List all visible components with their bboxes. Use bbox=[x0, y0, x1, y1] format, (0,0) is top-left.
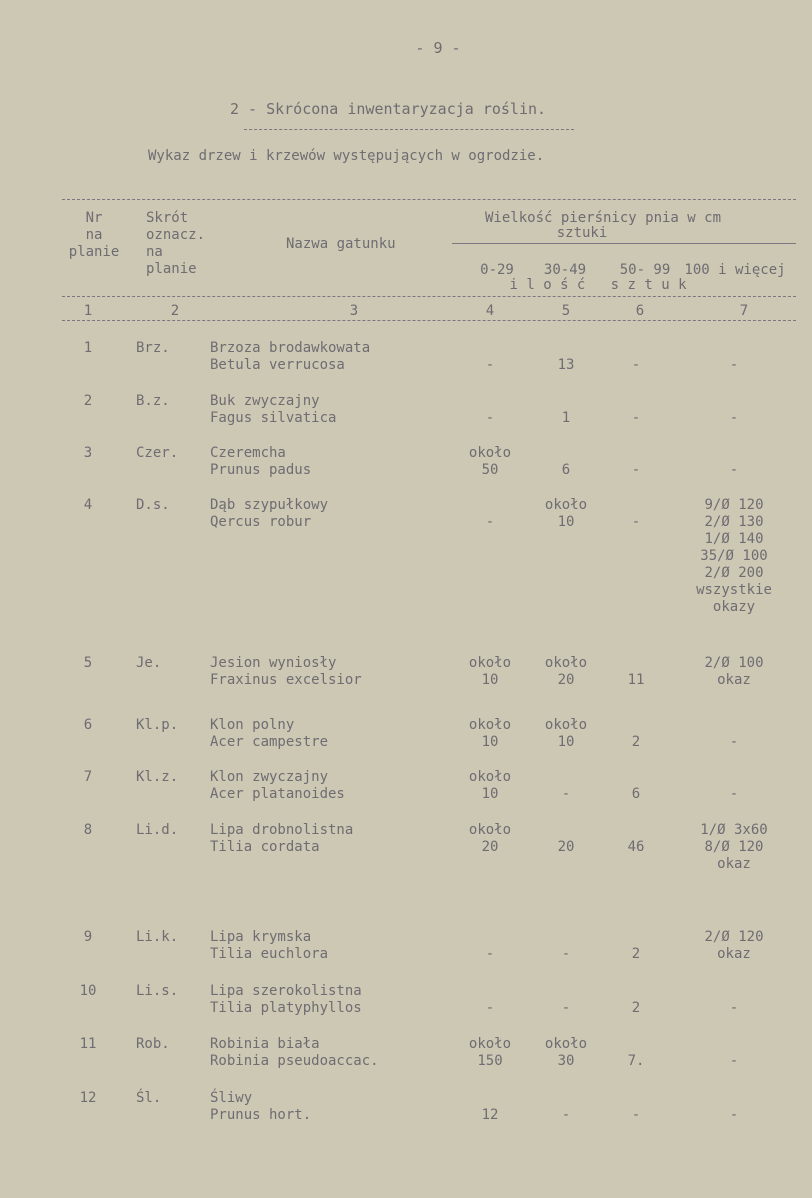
cell-skrot: Kl.p. bbox=[136, 717, 179, 733]
cell-name-lat: Prunus hort. bbox=[210, 1107, 312, 1123]
cell-range-50-99: - bbox=[631, 462, 641, 478]
cell-range-50-99: 46 bbox=[627, 839, 645, 855]
cell-range-0-29: 12 bbox=[481, 1107, 499, 1123]
cell-range-50-99: 7. bbox=[627, 1053, 645, 1069]
cell-name-pl: Dąb szypułkowy bbox=[210, 497, 329, 513]
cell-name-lat: Tilia platyphyllos bbox=[210, 1000, 362, 1016]
cell-skrot: Li.d. bbox=[136, 822, 179, 838]
cell-name-lat: Betula verrucosa bbox=[210, 357, 345, 373]
cell-skrot: B.z. bbox=[136, 393, 170, 409]
cell-range-30-49: 13 bbox=[557, 357, 575, 373]
col-number: 4 bbox=[485, 303, 495, 319]
cell-range-50-99: - bbox=[631, 410, 641, 426]
cell-name-lat: Robinia pseudoaccac. bbox=[210, 1053, 379, 1069]
cell-range-0-29: około 10 bbox=[468, 769, 512, 802]
cell-name-pl: Śliwy bbox=[210, 1090, 253, 1106]
heading-underline bbox=[244, 129, 574, 130]
cell-nr: 7 bbox=[83, 769, 93, 785]
cell-skrot: Czer. bbox=[136, 445, 179, 461]
cell-range-30-49: 6 bbox=[561, 462, 571, 478]
cell-name-pl: Lipa drobnolistna bbox=[210, 822, 354, 838]
cell-name-lat: Tilia euchlora bbox=[210, 946, 329, 962]
header-wielkosc: Wielkość pierśnicy pnia w cm bbox=[484, 210, 722, 226]
cell-name-lat: Fagus silvatica bbox=[210, 410, 337, 426]
cell-nr: 10 bbox=[79, 983, 97, 999]
page-number: - 9 - bbox=[415, 39, 461, 57]
cell-name-pl: Lipa krymska bbox=[210, 929, 312, 945]
header-ilosc: i l o ś ć s z t u k bbox=[509, 277, 687, 293]
cell-range-0-29: - bbox=[485, 514, 495, 530]
cell-range-50-99: 2 bbox=[631, 734, 641, 750]
header-range-4: 100 i więcej bbox=[684, 262, 786, 278]
col-number: 5 bbox=[561, 303, 571, 319]
cell-nr: 3 bbox=[83, 445, 93, 461]
section-heading: 2 - Skrócona inwentaryzacja roślin. bbox=[229, 100, 547, 118]
cell-nr: 1 bbox=[83, 340, 93, 356]
cell-name-lat: Qercus robur bbox=[210, 514, 312, 530]
cell-nr: 6 bbox=[83, 717, 93, 733]
cell-name-lat: Acer campestre bbox=[210, 734, 329, 750]
cell-range-100-plus: 2/Ø 120 okaz bbox=[704, 929, 764, 962]
cell-range-100-plus: - bbox=[729, 1000, 739, 1016]
cell-range-50-99: 2 bbox=[631, 946, 641, 962]
cell-nr: 9 bbox=[83, 929, 93, 945]
cell-name-pl: Brzoza brodawkowata bbox=[210, 340, 371, 356]
cell-nr: 12 bbox=[79, 1090, 97, 1106]
cell-range-100-plus: - bbox=[729, 410, 739, 426]
cell-nr: 11 bbox=[79, 1036, 97, 1052]
cell-range-100-plus: 2/Ø 100 okaz bbox=[704, 655, 764, 688]
cell-range-50-99: - bbox=[631, 514, 641, 530]
col-number-rule bbox=[62, 320, 796, 321]
cell-range-100-plus: - bbox=[729, 1053, 739, 1069]
cell-range-0-29: - bbox=[485, 410, 495, 426]
cell-name-pl: Robinia biała bbox=[210, 1036, 320, 1052]
cell-range-30-49: 20 bbox=[557, 839, 575, 855]
cell-skrot: Kl.z. bbox=[136, 769, 179, 785]
cell-range-50-99: 11 bbox=[627, 672, 645, 688]
header-range-2: 30-49 bbox=[543, 262, 587, 278]
col-number: 2 bbox=[170, 303, 180, 319]
header-nazwa: Nazwa gatunku bbox=[286, 236, 396, 252]
cell-range-30-49: około 10 bbox=[544, 497, 588, 530]
cell-range-30-49: około 30 bbox=[544, 1036, 588, 1069]
cell-range-0-29: około 10 bbox=[468, 717, 512, 750]
cell-range-30-49: - bbox=[561, 1107, 571, 1123]
header-range-1: 0-29 bbox=[480, 262, 514, 278]
cell-range-50-99: 2 bbox=[631, 1000, 641, 1016]
cell-skrot: D.s. bbox=[136, 497, 170, 513]
col-number: 3 bbox=[349, 303, 359, 319]
cell-range-100-plus: - bbox=[729, 357, 739, 373]
cell-skrot: Rob. bbox=[136, 1036, 170, 1052]
cell-name-pl: Lipa szerokolistna bbox=[210, 983, 362, 999]
cell-range-0-29: - bbox=[485, 1000, 495, 1016]
cell-range-100-plus: - bbox=[729, 1107, 739, 1123]
cell-name-lat: Acer platanoides bbox=[210, 786, 345, 802]
cell-name-lat: Fraxinus excelsior bbox=[210, 672, 362, 688]
cell-skrot: Brz. bbox=[136, 340, 170, 356]
cell-range-50-99: - bbox=[631, 1107, 641, 1123]
cell-range-100-plus: 1/Ø 3x60 8/Ø 120 okaz bbox=[700, 822, 768, 872]
cell-range-100-plus: - bbox=[729, 786, 739, 802]
cell-name-pl: Klon zwyczajny bbox=[210, 769, 329, 785]
cell-skrot: Li.k. bbox=[136, 929, 179, 945]
cell-range-100-plus: - bbox=[729, 462, 739, 478]
cell-name-pl: Buk zwyczajny bbox=[210, 393, 320, 409]
cell-range-100-plus: 9/Ø 120 2/Ø 130 1/Ø 140 35/Ø 100 2/Ø 200 wszystkie okazy bbox=[696, 497, 772, 615]
cell-range-30-49: - bbox=[561, 1000, 571, 1016]
cell-name-lat: Tilia cordata bbox=[210, 839, 320, 855]
cell-range-0-29: - bbox=[485, 357, 495, 373]
header-nr: Nr na planie bbox=[68, 210, 120, 260]
cell-name-pl: Czeremcha bbox=[210, 445, 286, 461]
cell-nr: 4 bbox=[83, 497, 93, 513]
cell-range-30-49: około 20 bbox=[544, 655, 588, 688]
cell-name-pl: Jesion wyniosły bbox=[210, 655, 337, 671]
cell-range-50-99: 6 bbox=[631, 786, 641, 802]
cell-range-30-49: około 10 bbox=[544, 717, 588, 750]
table-top-rule bbox=[62, 199, 796, 200]
header-bottom-rule bbox=[62, 296, 796, 297]
cell-range-30-49: - bbox=[561, 786, 571, 802]
cell-skrot: Śl. bbox=[136, 1090, 162, 1106]
cell-range-0-29: około 10 bbox=[468, 655, 512, 688]
cell-nr: 8 bbox=[83, 822, 93, 838]
cell-range-0-29: około 50 bbox=[468, 445, 512, 478]
cell-name-lat: Prunus padus bbox=[210, 462, 312, 478]
col-number: 7 bbox=[739, 303, 749, 319]
cell-range-0-29: - bbox=[485, 946, 495, 962]
cell-skrot: Li.s. bbox=[136, 983, 179, 999]
table-caption: Wykaz drzew i krzewów występujących w ogrodzie. bbox=[148, 148, 545, 164]
header-range-3: 50- 99 bbox=[619, 262, 671, 278]
cell-nr: 2 bbox=[83, 393, 93, 409]
cell-skrot: Je. bbox=[136, 655, 162, 671]
cell-range-100-plus: - bbox=[729, 734, 739, 750]
cell-nr: 5 bbox=[83, 655, 93, 671]
cell-range-0-29: około 150 bbox=[468, 1036, 512, 1069]
header-sub-rule bbox=[452, 243, 796, 244]
cell-range-50-99: - bbox=[631, 357, 641, 373]
cell-range-0-29: około 20 bbox=[468, 822, 512, 855]
cell-name-pl: Klon polny bbox=[210, 717, 295, 733]
col-number: 1 bbox=[83, 303, 93, 319]
col-number: 6 bbox=[635, 303, 645, 319]
cell-range-30-49: 1 bbox=[561, 410, 571, 426]
cell-range-30-49: - bbox=[561, 946, 571, 962]
header-skrot: Skrót oznacz. na planie bbox=[146, 210, 206, 277]
header-sztuki: sztuki bbox=[556, 225, 608, 241]
